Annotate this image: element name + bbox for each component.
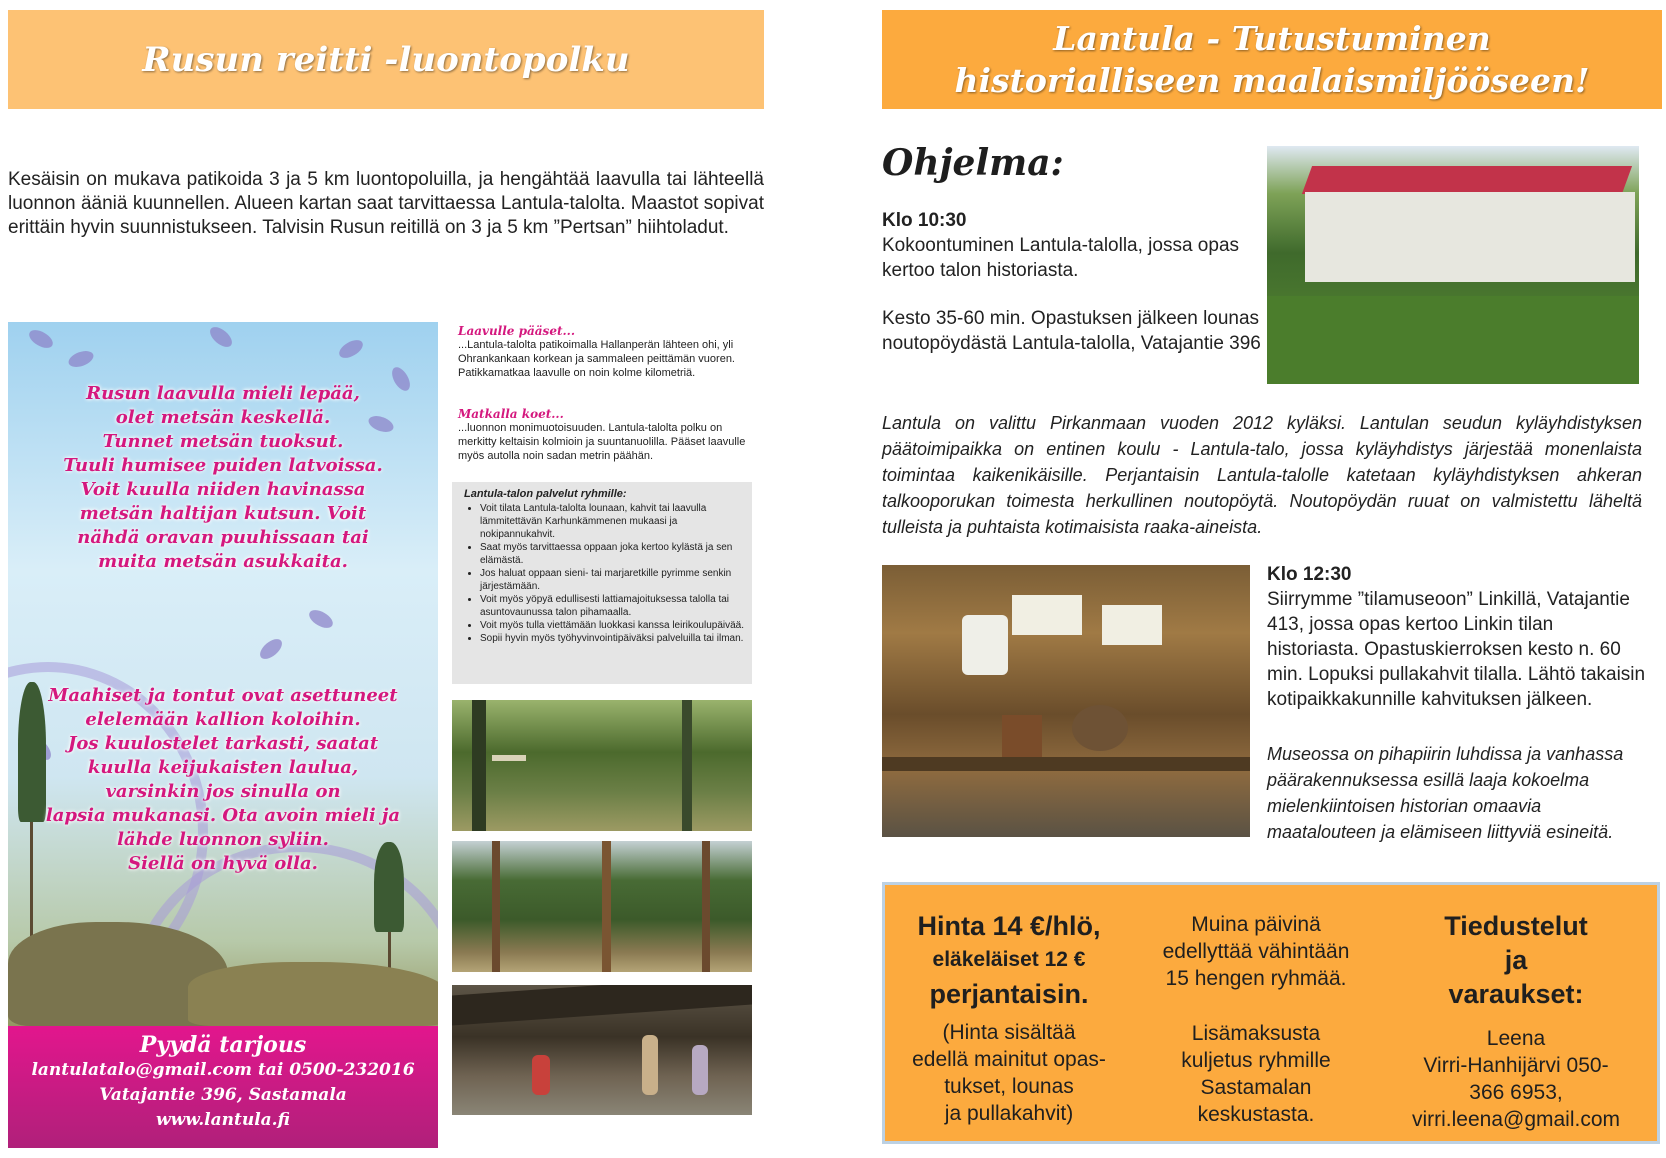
lantula-house-photo [1267, 146, 1639, 384]
leaf-icon [336, 336, 366, 361]
person-icon [692, 1045, 708, 1095]
left-banner-title: Rusun reitti -luontopolku [142, 39, 630, 80]
poster-footer [8, 1026, 438, 1148]
museum-note: Museossa on pihapiirin luhdissa ja vanhassa päärakennuksessa esillä laaja kokoelma mielenkiintoisen historian omaavia maatalouteen ja elämiseen liittyviä esineitä. [1267, 744, 1624, 842]
poster [8, 322, 438, 1148]
intro-text: Kesäisin on mukava patikoida 3 ja 5 km luontopoluilla, ja hengähtää laavulla tai lähteellä luonnon ääniä kuunnellen. Alueen kartan saat tarvittaessa Lantula-talolta. Maastot sopivat erittäin hyvin suunnistukseen. Talvisin Rusun reitillä on 3 ja 5 km ”Pertsan” hiihtoladut. [8, 169, 764, 238]
meadow [1267, 296, 1639, 384]
leaf-icon [66, 348, 95, 370]
side-body: ...Lantula-talolta patikoimalla Hallanperän lähteen ohi, yli Ohrankankaan korkean ja sammaleen peittämän vuoren. Patikkamatkaa laavulle on noin kolme kilometriä. [458, 339, 735, 379]
right-banner-line1: Lantula - Tutustuminen [1053, 18, 1491, 58]
leaf-icon [306, 606, 336, 631]
coffee-grinder-icon [962, 615, 1008, 675]
transport-extra: Lisämaksusta kuljetus ryhmille Sastamalan keskustasta. [1181, 1022, 1331, 1126]
left-banner [8, 10, 764, 109]
program-item-2 [1267, 562, 1647, 712]
group-info-column [1151, 911, 1361, 1128]
program-title: Ohjelma: [882, 142, 1064, 184]
program-text: Kokoontuminen Lantula-talolla, jossa opas kertoo talon historiasta. [882, 235, 1240, 281]
leaf-icon [26, 326, 56, 351]
list-item: • Jos haluat oppaan sieni- tai marjaretkille pyrimme senkin järjestämään. [480, 567, 746, 593]
list-item: • Voit tilata Lantula-talolta lounaan, kahvit tai laavulla lämmitettävän Karhunkämmenen mukaasi ja nokipannukahvit. [480, 502, 746, 541]
side-section-laavulle [458, 324, 752, 380]
program-item-1 [882, 208, 1262, 283]
price-includes: (Hinta sisältää edellä mainitut opas- tukset, lounas ja pullakahvit) [912, 1021, 1106, 1125]
side-section-matkalla [458, 407, 752, 463]
price-day: perjantaisin. [929, 979, 1089, 1009]
forest-path-photo [452, 700, 752, 831]
offer-title: Pyydä tarjous [139, 1032, 307, 1058]
info-sign-icon [1102, 605, 1162, 645]
inquiry-column [1381, 909, 1651, 1133]
inquiry-contact: Leena Virri-Hanhijärvi 050- 366 6953, virri.leena@gmail.com [1411, 1027, 1621, 1131]
right-banner-line2: historialliseen maalaismiljööseen! [954, 60, 1590, 100]
tree-trunk [702, 841, 710, 972]
tree-trunk [602, 841, 611, 972]
coffee-grinder-icon [1002, 715, 1042, 757]
price-senior: eläkeläiset 12 € [932, 948, 1086, 971]
museum-photo [882, 565, 1250, 837]
roof-icon [452, 985, 752, 1025]
list-item: • Sopii hyvin myös työhyvinvointipäiväksi palveluilla tai ilman. [480, 632, 746, 645]
price-box [882, 882, 1660, 1144]
info-sign-icon [1012, 595, 1082, 635]
rock-icon [188, 962, 438, 1026]
price-main: Hinta 14 €/hlö, [917, 911, 1101, 941]
poem-second: Maahiset ja tontut ovat asettuneet elelemään kallion koloihin. Jos kuulostelet tarkasti, saatat kuulla keijukaisten laulua, varsinkin jos sinulla on lapsia mukanasi. Ota avoin mieli ja lähde luonnon syliin. Siellä on hyvä olla. [45, 685, 401, 874]
tree-trunk [472, 700, 486, 831]
tree-trunk [682, 700, 692, 831]
program-text: Siirrymme ”tilamuseoon” Linkillä, Vatajantie 413, jossa opas kertoo Linkin tilan historiasta. Opastuskierroksen kesto n. 60 min. Lopuksi pullakahvit tilalla. Lähtö takaisin kotipaikkakunnille kahvituksen jälkeen. [1267, 589, 1646, 710]
services-list [458, 502, 746, 645]
list-item: • Voit myös yöpyä edullisesti lattiamajoituksessa talolla tai asuntovaunussa talon pihamaalla. [480, 593, 746, 619]
person-icon [642, 1035, 658, 1095]
inquiry-title: Tiedustelut ja varaukset: [1444, 911, 1588, 1009]
lean-to-shelter-photo [452, 985, 752, 1115]
house-wall [1305, 192, 1635, 282]
offer-website: www.lantula.fi [156, 1110, 290, 1130]
side-heading: Laavulle pääset... [458, 324, 576, 338]
services-box [452, 482, 752, 684]
offer-contact: lantulatalo@gmail.com tai 0500-232016 [31, 1060, 415, 1080]
person-icon [532, 1055, 550, 1095]
leaf-icon [207, 323, 236, 350]
program-duration: Kesto 35-60 min. Opastuksen jälkeen lounas noutopöydästä Lantula-talolla, Vatajantie 396 [882, 308, 1261, 354]
lantula-description: Lantula on valittu Pirkanmaan vuoden 2012 kyläksi. Lantulan seudun kyläyhdistyksen päätoimipaikka on entinen koulu - Lantula-talo, jossa kyläyhdistys järjestää monenlaista toimintaa kaikenikäisille. Perjantaisin Lantula-talolle katetaan kyläyhdistyksen ahkeran talkooporukan toimesta herkullinen noutopöytä. Noutopöydän ruuat on valmistettu läheltä tulleista ja puhtaista kotimaisista raaka-aineista. [882, 413, 1642, 537]
shelf [882, 757, 1250, 771]
signpost-icon [492, 755, 526, 761]
roof-icon [1302, 166, 1632, 194]
poem-first: Rusun laavulla mieli lepää, olet metsän keskellä. Tunnet metsän tuoksut. Tuuli humisee puiden latvoissa. Voit kuulla niiden havinassa metsän haltijan kutsun. Voit nähdä oravan puuhissaan tai muita metsän asukkaita. [63, 383, 383, 572]
side-heading: Matkalla koet... [458, 407, 564, 421]
program-time: Klo 12:30 [1267, 564, 1352, 585]
offer-address: Vatajantie 396, Sastamala [99, 1085, 347, 1105]
tree-trunk [492, 841, 500, 972]
kettle-icon [1072, 705, 1128, 751]
right-banner [882, 10, 1662, 109]
pine-forest-photo [452, 841, 752, 972]
program-time: Klo 10:30 [882, 210, 967, 231]
other-days: Muina päivinä edellyttää vähintään 15 hengen ryhmää. [1162, 913, 1350, 990]
list-item: • Voit myös tulla viettämään luokkasi kanssa leirikoulupäivää. [480, 619, 746, 632]
list-item: • Saat myös tarvittaessa oppaan joka kertoo kylästä ja sen elämästä. [480, 541, 746, 567]
services-title: Lantula-talon palvelut ryhmille: [464, 488, 627, 500]
leaf-icon [257, 635, 286, 662]
price-column [891, 909, 1127, 1127]
side-body: ...luonnon monimuotoisuuden. Lantula-talolta polku on merkitty keltaisin kolmioin ja suuntanuolilla. Pääset laavulle myös autolla noin sadan metrin päähän. [458, 422, 746, 462]
